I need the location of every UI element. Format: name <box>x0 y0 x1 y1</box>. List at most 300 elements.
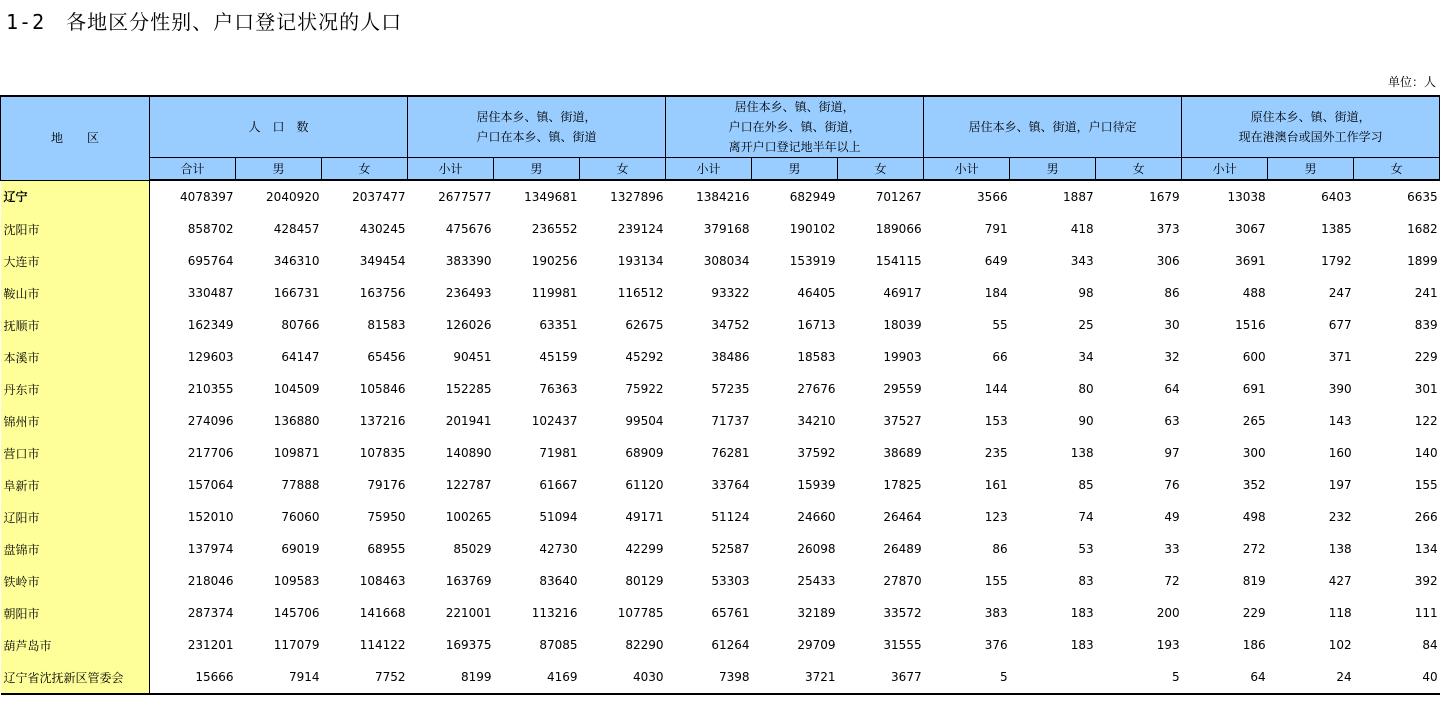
value-cell: 68909 <box>625 446 664 460</box>
value-cell: 7914 <box>236 661 322 694</box>
sub-header-cell: 男 <box>236 158 322 181</box>
value-cell: 76 <box>1164 478 1180 492</box>
sub-header-cell: 男 <box>1010 158 1096 181</box>
region-name-cell: 辽宁 <box>1 180 150 213</box>
value-cell: 18583 <box>797 350 836 364</box>
value-cell: 83640 <box>539 574 578 588</box>
value-cell: 266 <box>1414 510 1438 524</box>
value-cell: 71737 <box>711 414 750 428</box>
value-cell: 308034 <box>703 254 750 268</box>
value-cell: 300 <box>1242 446 1266 460</box>
value-cell: 105846 <box>359 382 406 396</box>
value-cell: 229 <box>1414 350 1438 364</box>
value-cell: 373 <box>1156 222 1180 236</box>
value-cell: 144 <box>984 382 1008 396</box>
value-cell: 488 <box>1242 286 1266 300</box>
value-cell: 104509 <box>273 382 320 396</box>
value-cell: 76363 <box>539 382 578 396</box>
value-cell: 190102 <box>789 222 836 236</box>
value-cell: 140 <box>1414 446 1438 460</box>
value-cell: 236493 <box>445 286 492 300</box>
sub-header-cell: 女 <box>1354 158 1440 181</box>
value-cell: 162349 <box>187 318 234 332</box>
value-cell: 306 <box>1156 254 1180 268</box>
value-cell: 49 <box>1164 510 1180 524</box>
value-cell: 25433 <box>797 574 836 588</box>
value-cell: 117079 <box>273 638 320 652</box>
group-header-abroad-line1: 原住本乡、镇、街道， <box>1250 110 1371 124</box>
value-cell: 8199 <box>408 661 494 694</box>
sub-header-cell: 男 <box>1268 158 1354 181</box>
value-cell: 29559 <box>883 382 922 396</box>
value-cell: 183 <box>1070 638 1094 652</box>
value-cell: 1349681 <box>524 190 578 204</box>
sub-header-cell: 小计 <box>924 158 1010 181</box>
value-cell: 93322 <box>711 286 750 300</box>
value-cell: 102437 <box>531 414 578 428</box>
value-cell: 235 <box>984 446 1008 460</box>
value-cell: 86 <box>992 542 1008 556</box>
value-cell: 32189 <box>797 606 836 620</box>
value-cell: 49171 <box>625 510 664 524</box>
value-cell: 99504 <box>625 414 664 428</box>
value-cell: 65761 <box>711 606 750 620</box>
value-cell: 80 <box>1078 382 1094 396</box>
value-cell: 31555 <box>883 638 922 652</box>
value-cell: 4169 <box>494 661 580 694</box>
value-cell: 498 <box>1242 510 1266 524</box>
value-cell: 51094 <box>539 510 578 524</box>
value-cell: 61264 <box>711 638 750 652</box>
group-header-away-line1: 居住本乡、镇、街道， <box>734 100 855 114</box>
value-cell: 3677 <box>838 661 924 694</box>
value-cell: 33572 <box>883 606 922 620</box>
value-cell: 45292 <box>625 350 664 364</box>
value-cell: 107785 <box>617 606 664 620</box>
value-cell: 123 <box>984 510 1008 524</box>
value-cell: 64147 <box>281 350 320 364</box>
region-name-cell: 朝阳市 <box>1 597 150 629</box>
value-cell: 80766 <box>281 318 320 332</box>
value-cell: 858702 <box>187 222 234 236</box>
region-name-cell: 本溪市 <box>1 341 150 373</box>
value-cell: 16713 <box>797 318 836 332</box>
value-cell: 38486 <box>711 350 750 364</box>
value-cell: 71981 <box>539 446 578 460</box>
value-cell: 232 <box>1328 510 1352 524</box>
value-cell: 86 <box>1164 286 1180 300</box>
value-cell: 42730 <box>539 542 578 556</box>
value-cell: 34 <box>1078 350 1094 364</box>
value-cell: 19903 <box>883 350 922 364</box>
value-cell: 428457 <box>273 222 320 236</box>
value-cell: 153919 <box>789 254 836 268</box>
value-cell: 169375 <box>445 638 492 652</box>
value-cell: 32 <box>1164 350 1180 364</box>
value-cell: 52587 <box>711 542 750 556</box>
region-name-cell: 辽宁省沈抚新区管委会 <box>1 661 150 694</box>
value-cell: 75950 <box>367 510 406 524</box>
value-cell: 46917 <box>883 286 922 300</box>
value-cell: 163756 <box>359 286 406 300</box>
value-cell: 42299 <box>625 542 664 556</box>
value-cell: 55 <box>992 318 1008 332</box>
value-cell: 15939 <box>797 478 836 492</box>
value-cell: 85029 <box>453 542 492 556</box>
sub-header-cell: 小计 <box>408 158 494 181</box>
value-cell: 193 <box>1156 638 1180 652</box>
value-cell: 137974 <box>187 542 234 556</box>
region-name-cell: 大连市 <box>1 245 150 277</box>
value-cell: 1887 <box>1063 190 1094 204</box>
value-cell: 217706 <box>187 446 234 460</box>
table-row <box>1 405 1440 437</box>
region-name-cell: 丹东市 <box>1 373 150 405</box>
value-cell: 53303 <box>711 574 750 588</box>
value-cell: 40 <box>1354 661 1440 694</box>
value-cell: 247 <box>1328 286 1352 300</box>
value-cell: 166731 <box>273 286 320 300</box>
value-cell: 3691 <box>1235 254 1266 268</box>
value-cell: 4030 <box>580 661 666 694</box>
region-name-cell: 阜新市 <box>1 469 150 501</box>
value-cell: 600 <box>1242 350 1266 364</box>
value-cell: 138 <box>1328 542 1352 556</box>
value-cell: 18039 <box>883 318 922 332</box>
sub-header-cell: 合计 <box>150 158 236 181</box>
value-cell: 84 <box>1422 638 1438 652</box>
region-name-cell: 沈阳市 <box>1 213 150 245</box>
value-cell: 272 <box>1242 542 1266 556</box>
value-cell: 53 <box>1078 542 1094 556</box>
value-cell: 134 <box>1414 542 1438 556</box>
value-cell: 82290 <box>625 638 664 652</box>
value-cell: 79176 <box>367 478 406 492</box>
value-cell: 153 <box>984 414 1008 428</box>
group-header-local-line1: 居住本乡、镇、街道， <box>476 110 597 124</box>
value-cell: 427 <box>1328 574 1352 588</box>
table-row <box>1 373 1440 405</box>
value-cell: 108463 <box>359 574 406 588</box>
value-cell: 51124 <box>711 510 750 524</box>
value-cell: 155 <box>984 574 1008 588</box>
table-row <box>1 180 1440 213</box>
value-cell: 691 <box>1242 382 1266 396</box>
group-header-population: 人 口 数 <box>150 96 408 158</box>
value-cell: 200 <box>1156 606 1180 620</box>
value-cell: 265 <box>1242 414 1266 428</box>
value-cell: 301 <box>1414 382 1438 396</box>
value-cell: 155 <box>1414 478 1438 492</box>
value-cell: 352 <box>1242 478 1266 492</box>
value-cell: 26464 <box>883 510 922 524</box>
sub-header-cell: 女 <box>838 158 924 181</box>
value-cell: 119981 <box>531 286 578 300</box>
value-cell: 229 <box>1242 606 1266 620</box>
value-cell: 371 <box>1328 350 1352 364</box>
value-cell: 26489 <box>883 542 922 556</box>
value-cell: 27676 <box>797 382 836 396</box>
value-cell: 24660 <box>797 510 836 524</box>
value-cell: 65456 <box>367 350 406 364</box>
value-cell: 677 <box>1328 318 1352 332</box>
value-cell: 118 <box>1328 606 1352 620</box>
value-cell: 13038 <box>1227 190 1266 204</box>
value-cell: 69019 <box>281 542 320 556</box>
value-cell: 349454 <box>359 254 406 268</box>
table-row <box>1 245 1440 277</box>
value-cell <box>1010 661 1096 694</box>
value-cell: 26098 <box>797 542 836 556</box>
value-cell: 7398 <box>666 661 752 694</box>
value-cell: 161 <box>984 478 1008 492</box>
value-cell: 197 <box>1328 478 1352 492</box>
value-cell: 122787 <box>445 478 492 492</box>
value-cell: 68955 <box>367 542 406 556</box>
value-cell: 33 <box>1164 542 1180 556</box>
value-cell: 791 <box>984 222 1008 236</box>
value-cell: 1385 <box>1321 222 1352 236</box>
region-name-cell: 盘锦市 <box>1 533 150 565</box>
value-cell: 85 <box>1078 478 1094 492</box>
value-cell: 2037477 <box>352 190 406 204</box>
value-cell: 1899 <box>1407 254 1438 268</box>
value-cell: 649 <box>984 254 1008 268</box>
value-cell: 129603 <box>187 350 234 364</box>
value-cell: 137216 <box>359 414 406 428</box>
value-cell: 90 <box>1078 414 1094 428</box>
value-cell: 111 <box>1414 606 1438 620</box>
value-cell: 141668 <box>359 606 406 620</box>
value-cell: 24 <box>1268 661 1354 694</box>
value-cell: 695764 <box>187 254 234 268</box>
value-cell: 819 <box>1242 574 1266 588</box>
value-cell: 116512 <box>617 286 664 300</box>
value-cell: 7752 <box>322 661 408 694</box>
value-cell: 138 <box>1070 446 1094 460</box>
value-cell: 346310 <box>273 254 320 268</box>
value-cell: 38689 <box>883 446 922 460</box>
value-cell: 90451 <box>453 350 492 364</box>
group-header-local <box>408 96 666 158</box>
value-cell: 184 <box>984 286 1008 300</box>
value-cell: 76060 <box>281 510 320 524</box>
value-cell: 113216 <box>531 606 578 620</box>
value-cell: 3721 <box>752 661 838 694</box>
value-cell: 98 <box>1078 286 1094 300</box>
value-cell: 330487 <box>187 286 234 300</box>
sub-header-cell: 女 <box>580 158 666 181</box>
value-cell: 37527 <box>883 414 922 428</box>
value-cell: 221001 <box>445 606 492 620</box>
table-row <box>1 629 1440 661</box>
region-name-cell: 鞍山市 <box>1 277 150 309</box>
value-cell: 136880 <box>273 414 320 428</box>
value-cell: 34210 <box>797 414 836 428</box>
value-cell: 72 <box>1164 574 1180 588</box>
value-cell: 5 <box>1096 661 1182 694</box>
value-cell: 190256 <box>531 254 578 268</box>
table-row <box>1 661 1440 694</box>
value-cell: 61667 <box>539 478 578 492</box>
value-cell: 33764 <box>711 478 750 492</box>
value-cell: 287374 <box>187 606 234 620</box>
value-cell: 682949 <box>789 190 836 204</box>
value-cell: 1384216 <box>696 190 750 204</box>
value-cell: 186 <box>1242 638 1266 652</box>
value-cell: 390 <box>1328 382 1352 396</box>
region-name-cell: 锦州市 <box>1 405 150 437</box>
value-cell: 343 <box>1070 254 1094 268</box>
value-cell: 1792 <box>1321 254 1352 268</box>
value-cell: 66 <box>992 350 1008 364</box>
value-cell: 34752 <box>711 318 750 332</box>
value-cell: 114122 <box>359 638 406 652</box>
value-cell: 383390 <box>445 254 492 268</box>
value-cell: 157064 <box>187 478 234 492</box>
value-cell: 64 <box>1182 661 1268 694</box>
region-name-cell: 营口市 <box>1 437 150 469</box>
value-cell: 274096 <box>187 414 234 428</box>
group-header-abroad <box>1182 96 1440 158</box>
value-cell: 231201 <box>187 638 234 652</box>
value-cell: 83 <box>1078 574 1094 588</box>
value-cell: 145706 <box>273 606 320 620</box>
value-cell: 3566 <box>977 190 1008 204</box>
table-row <box>1 341 1440 373</box>
value-cell: 6635 <box>1407 190 1438 204</box>
value-cell: 25 <box>1078 318 1094 332</box>
value-cell: 75922 <box>625 382 664 396</box>
region-name-cell: 葫芦岛市 <box>1 629 150 661</box>
group-header-pending: 居住本乡、镇、街道，户口待定 <box>924 96 1182 158</box>
value-cell: 160 <box>1328 446 1352 460</box>
table-row <box>1 597 1440 629</box>
page-title: 1-2 各地区分性别、户口登记状况的人口 <box>6 10 403 34</box>
value-cell: 81583 <box>367 318 406 332</box>
sub-header-cell: 女 <box>1096 158 1182 181</box>
table-row <box>1 309 1440 341</box>
value-cell: 383 <box>984 606 1008 620</box>
value-cell: 201941 <box>445 414 492 428</box>
value-cell: 77888 <box>281 478 320 492</box>
table-row <box>1 565 1440 597</box>
value-cell: 379168 <box>703 222 750 236</box>
value-cell: 87085 <box>539 638 578 652</box>
group-header-away-line3: 离开户口登记地半年以上 <box>728 140 861 154</box>
value-cell: 76281 <box>711 446 750 460</box>
table-row <box>1 501 1440 533</box>
value-cell: 1679 <box>1149 190 1180 204</box>
value-cell: 29709 <box>797 638 836 652</box>
value-cell: 109583 <box>273 574 320 588</box>
value-cell: 5 <box>924 661 1010 694</box>
value-cell: 239124 <box>617 222 664 236</box>
value-cell: 152010 <box>187 510 234 524</box>
value-cell: 430245 <box>359 222 406 236</box>
value-cell: 193134 <box>617 254 664 268</box>
value-cell: 701267 <box>875 190 922 204</box>
population-table <box>0 95 1440 695</box>
sub-header-cell: 小计 <box>1182 158 1268 181</box>
sub-header-cell: 女 <box>322 158 408 181</box>
value-cell: 140890 <box>445 446 492 460</box>
value-cell: 109871 <box>273 446 320 460</box>
value-cell: 30 <box>1164 318 1180 332</box>
value-cell: 63351 <box>539 318 578 332</box>
value-cell: 1516 <box>1235 318 1266 332</box>
value-cell: 80129 <box>625 574 664 588</box>
value-cell: 97 <box>1164 446 1180 460</box>
value-cell: 62675 <box>625 318 664 332</box>
table-row <box>1 437 1440 469</box>
value-cell: 100265 <box>445 510 492 524</box>
region-name-cell: 辽阳市 <box>1 501 150 533</box>
value-cell: 74 <box>1078 510 1094 524</box>
region-header: 地 区 <box>1 96 150 180</box>
value-cell: 143 <box>1328 414 1352 428</box>
group-header-away <box>666 96 924 158</box>
value-cell: 475676 <box>445 222 492 236</box>
value-cell: 392 <box>1414 574 1438 588</box>
value-cell: 163769 <box>445 574 492 588</box>
sub-header-cell: 男 <box>752 158 838 181</box>
value-cell: 2040920 <box>266 190 320 204</box>
value-cell: 183 <box>1070 606 1094 620</box>
value-cell: 27870 <box>883 574 922 588</box>
value-cell: 418 <box>1070 222 1094 236</box>
value-cell: 3067 <box>1235 222 1266 236</box>
value-cell: 241 <box>1414 286 1438 300</box>
table-row <box>1 533 1440 565</box>
value-cell: 1682 <box>1407 222 1438 236</box>
value-cell: 102 <box>1328 638 1352 652</box>
region-name-cell: 抚顺市 <box>1 309 150 341</box>
table-row <box>1 213 1440 245</box>
value-cell: 189066 <box>875 222 922 236</box>
value-cell: 122 <box>1414 414 1438 428</box>
value-cell: 15666 <box>150 661 236 694</box>
group-header-local-line2: 户口在本乡、镇、街道 <box>476 130 597 144</box>
value-cell: 37592 <box>797 446 836 460</box>
table-row <box>1 469 1440 501</box>
value-cell: 17825 <box>883 478 922 492</box>
value-cell: 107835 <box>359 446 406 460</box>
region-name-cell: 铁岭市 <box>1 565 150 597</box>
value-cell: 236552 <box>531 222 578 236</box>
value-cell: 63 <box>1164 414 1180 428</box>
value-cell: 61120 <box>625 478 664 492</box>
value-cell: 2677577 <box>438 190 492 204</box>
group-header-abroad-line2: 现在港澳台或国外工作学习 <box>1238 130 1383 144</box>
value-cell: 210355 <box>187 382 234 396</box>
value-cell: 46405 <box>797 286 836 300</box>
value-cell: 4078397 <box>180 190 234 204</box>
value-cell: 57235 <box>711 382 750 396</box>
value-cell: 152285 <box>445 382 492 396</box>
sub-header-cell: 男 <box>494 158 580 181</box>
value-cell: 154115 <box>875 254 922 268</box>
value-cell: 218046 <box>187 574 234 588</box>
value-cell: 6403 <box>1321 190 1352 204</box>
value-cell: 45159 <box>539 350 578 364</box>
value-cell: 64 <box>1164 382 1180 396</box>
value-cell: 1327896 <box>610 190 664 204</box>
unit-label: 单位：人 <box>1387 75 1436 89</box>
sub-header-cell: 小计 <box>666 158 752 181</box>
table-row <box>1 277 1440 309</box>
value-cell: 126026 <box>445 318 492 332</box>
